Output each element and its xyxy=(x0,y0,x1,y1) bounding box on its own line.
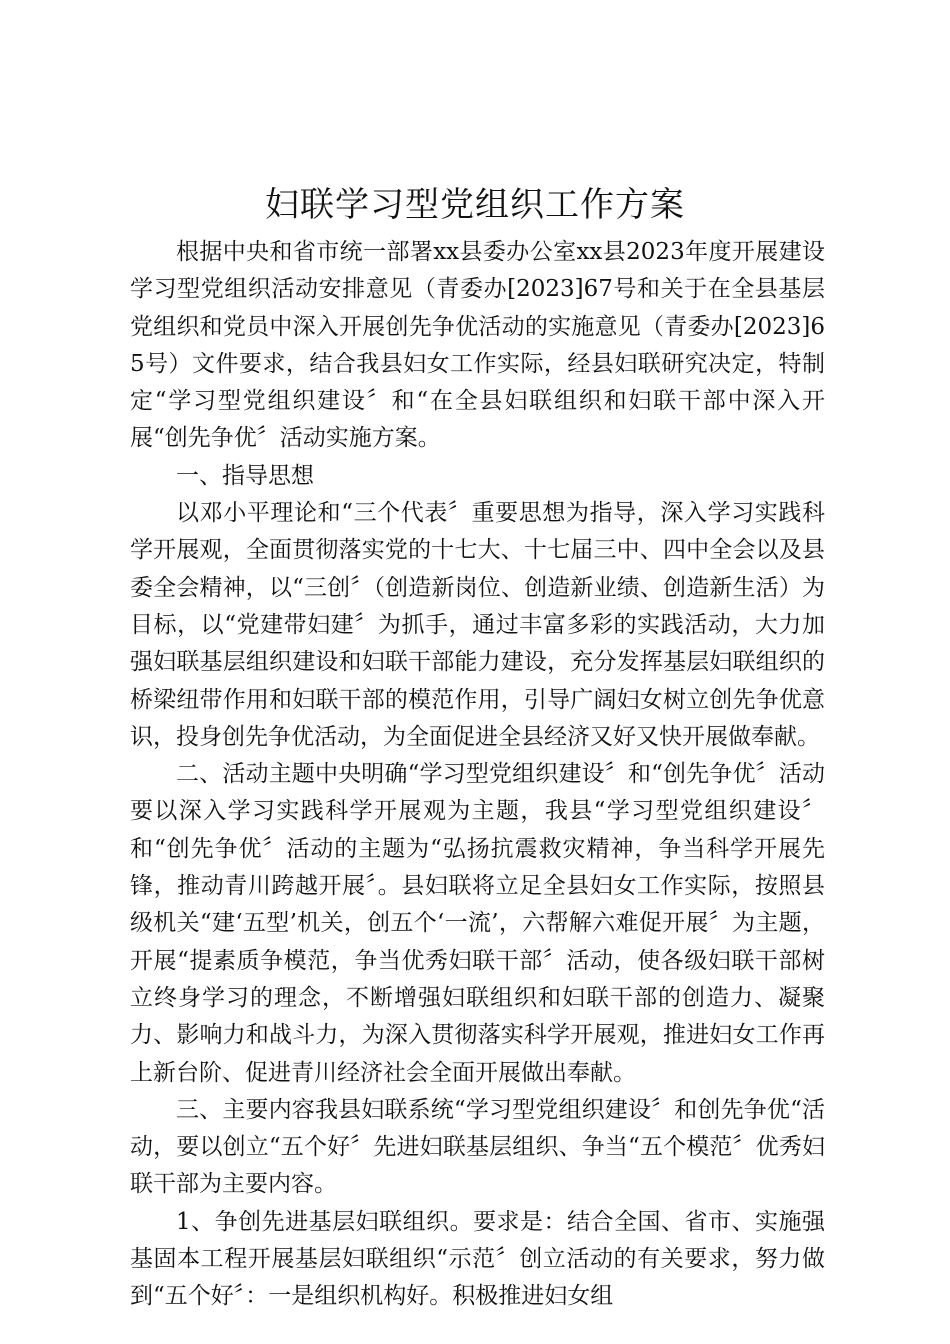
advanced-organization-paragraph: 1、争创先进基层妇联组织。要求是：结合全国、省市、实施强基固本工程开展基层妇联组织“示范〞创立活动的有关要求，努力做到“五个好〞：一是组织机构好。积极推进妇女组 xyxy=(130,1208,825,1310)
document-body xyxy=(130,234,825,1316)
document-title: 妇联学习型党组织工作方案 xyxy=(265,185,685,225)
section-heading-guiding-thought: 一、指导思想 xyxy=(176,462,314,489)
guiding-thought-paragraph: 以邓小平理论和“三个代表〞重要思想为指导，深入学习实践科学开展观，全面贯彻落实党的十七大、十七届三中、四中全会以及县委全会精神，以“三创〞（创造新岗位、创造新业绩、创造新生活）为目标，以“党建带妇建〞为抓手，通过丰富多彩的实践活动，大力加强妇联基层组织建设和妇联干部能力建设，充分发挥基层妇联组织的桥梁纽带作用和妇联干部的模范作用，引导广阔妇女树立创先争优意识，投身创先争优活动，为全面促进全县经济又好又快开展做奉献。 xyxy=(130,500,825,750)
activity-theme-paragraph: 二、活动主题中央明确“学习型党组织建设〞和“创先争优〞活动要以深入学习实践科学开展观为主题，我县“学习型党组织建设〞和“创先争优〞活动的主题为“弘扬抗震救灾精神，争当科学开展先锋，推动青川跨越开展〞。县妇联将立足全县妇女工作实际，按照县级机关“建‘五型’机关，创五个‘一流’，六帮解六难促开展〞为主题，开展“提素质争模范，争当优秀妇联干部〞活动，使各级妇联干部树立终身学习的理念，不断增强妇联组织和妇联干部的创造力、凝聚力、影响力和战斗力，为深入贯彻落实科学开展观，推进妇女工作再上新台阶、促进青川经济社会全面开展做出奉献。 xyxy=(130,761,825,1086)
main-content-paragraph: 三、主要内容我县妇联系统“学习型党组织建设〞和创先争优“活动，要以创立“五个好〞先进妇联基层组织、争当“五个模范〞优秀妇联干部为主要内容。 xyxy=(130,1096,825,1198)
intro-paragraph: 根据中央和省市统一部署xx县委办公室xx县2023年度开展建设学习型党组织活动安排意见（青委办[2023]67号和关于在全县基层党组织和党员中深入开展创先争优活动的实施意见（青委办[2023]65号）文件要求，结合我县妇女工作实际，经县妇联研究决定，特制定“学习型党组织建设〞和“在全县妇联组织和妇联干部中深入开展“创先争优〞活动实施方案。 xyxy=(130,239,825,452)
